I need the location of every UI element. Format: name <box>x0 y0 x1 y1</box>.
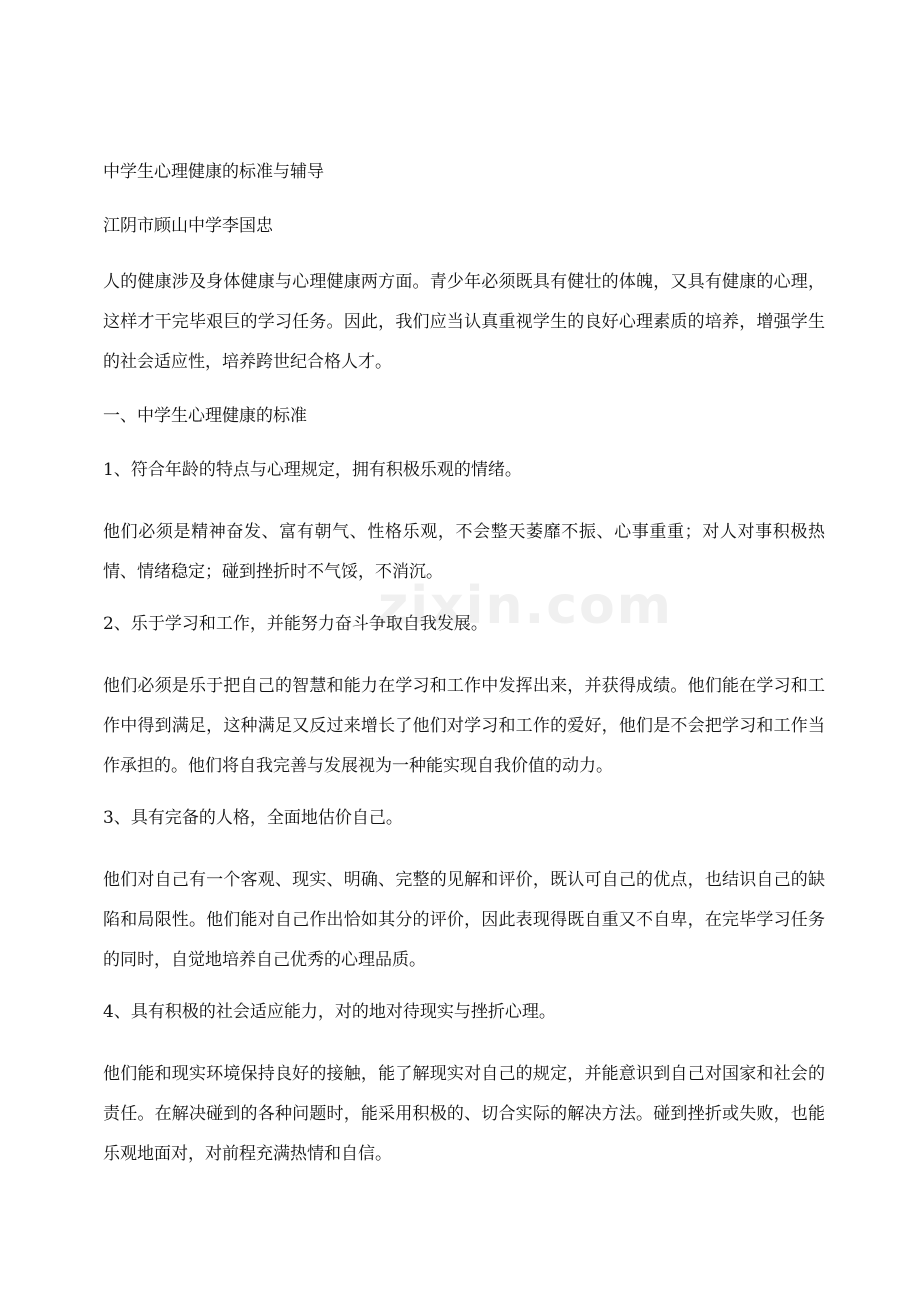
document-title: 中学生心理健康的标准与辅导 <box>103 162 324 182</box>
intro-paragraph: 人的健康涉及身体健康与心理健康两方面。青少年必须既具有健壮的体魄，又具有健康的心理，这样才干完毕艰巨的学习任务。因此，我们应当认真重视学生的良好心理素质的培养，增强学生的社会适应性，培养跨世纪合格人才。 <box>103 272 825 372</box>
item-heading-3: 3、具有完备的人格，全面地估价自己。 <box>103 808 403 828</box>
item-body-4: 他们能和现实环境保持良好的接触，能了解现实对自己的规定，并能意识到自己对国家和社会的责任。在解决碰到的各种问题时，能采用积极的、切合实际的解决方法。碰到挫折或失败，也能乐观地面对，对前程充满热情和自信。 <box>103 1064 825 1164</box>
item-body-1: 他们必须是精神奋发、富有朝气、性格乐观，不会整天萎靡不振、心事重重；对人对事积极热情、情绪稳定；碰到挫折时不气馁，不消沉。 <box>103 522 825 582</box>
document-body <box>103 160 825 1174</box>
item-heading-2: 2、乐于学习和工作，并能努力奋斗争取自我发展。 <box>103 614 488 634</box>
watermark: zixin.com <box>378 576 673 636</box>
item-body-3: 他们对自己有一个客观、现实、明确、完整的见解和评价，既认可自己的优点，也结识自己的缺陷和局限性。他们能对自己作出恰如其分的评价，因此表现得既自重又不自卑，在完毕学习任务的同时，自觉地培养自己优秀的心理品质。 <box>103 870 825 970</box>
item-heading-1: 1、符合年龄的特点与心理规定，拥有积极乐观的情绪。 <box>103 460 522 480</box>
item-body-2: 他们必须是乐于把自己的智慧和能力在学习和工作中发挥出来，并获得成绩。他们能在学习和工作中得到满足，这种满足又反过来增长了他们对学习和工作的爱好，他们是不会把学习和工作当作承担的。他们将自我完善与发展视为一种能实现自我价值的动力。 <box>103 676 825 776</box>
item-heading-4: 4、具有积极的社会适应能力，对的地对待现实与挫折心理。 <box>103 1002 556 1022</box>
section-heading: 一、中学生心理健康的标准 <box>103 406 307 426</box>
document-author: 江阴市顾山中学李国忠 <box>103 216 273 236</box>
